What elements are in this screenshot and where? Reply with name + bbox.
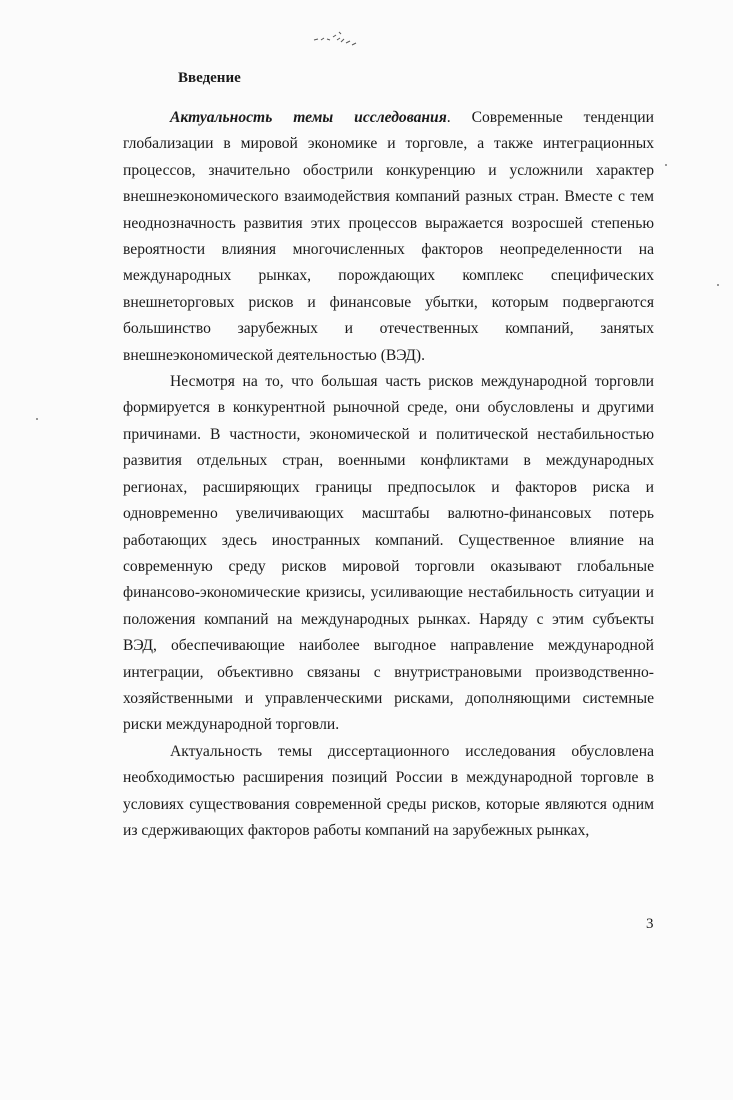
paragraph-text: Несмотря на то, что большая часть рисков международной торговли формируется в конкурентной рыночной среде, они обусловлены и другими причинами. В частности, экономической и политической нестабильностью развития отдельных стран, военными конфликтами в международных регионах, расширяющих границы предпосылок и факторов риска и одновременно увеличивающих масштабы валютно-финансовых потерь работающих здесь иностранных компаний. Существенное влияние на современную среду рисков мировой торговли оказывают глобальные финансово-экономические кризисы, усиливающие нестабильность ситуации и положения компаний на международных рынках. Наряду с этим субъекты ВЭД, обеспечивающие наиболее выгодное направление международной интеграции, объективно связаны с внутристрановыми производственно-хозяйственными и управленческими рисками, дополняющими системные риски международной торговли.: [123, 373, 654, 734]
scan-speck: [717, 284, 719, 286]
page-number: 3: [646, 916, 654, 932]
body-text: [123, 105, 654, 844]
paragraph-risks: [123, 369, 654, 739]
scan-speck: [36, 418, 38, 420]
paragraph-dissertation: [123, 739, 654, 845]
paragraph-text: . Современные тенденции глобализации в мировой экономике и торговле, а также интеграционных процессов, значительно обострили конкуренцию и усложнили характер внешнеэкономического взаимодействия компаний разных стран. Вместе с тем неоднозначность развития этих процессов выражается возросшей степенью вероятности влияния многочисленных факторов неопределенности на международных рынках, порождающих комплекс специфических внешнеторговых рисков и финансовые убытки, которым подвергаются большинство зарубежных и отечественных компаний, занятых внешнеэкономической деятельностью (ВЭД).: [123, 109, 654, 364]
scan-artifact-mark: [312, 28, 362, 48]
paragraph-relevance: [123, 105, 654, 369]
scan-speck: [665, 164, 667, 166]
section-heading: Введение: [178, 70, 241, 86]
paragraph-text: Актуальность темы диссертационного исследования обусловлена необходимостью расширения позиций России в международной торговле в условиях существования современной среды рисков, которые являются одним из сдерживающих факторов работы компаний на зарубежных рынках,: [123, 742, 654, 839]
paragraph-lead: Актуальность темы исследования: [170, 109, 447, 126]
